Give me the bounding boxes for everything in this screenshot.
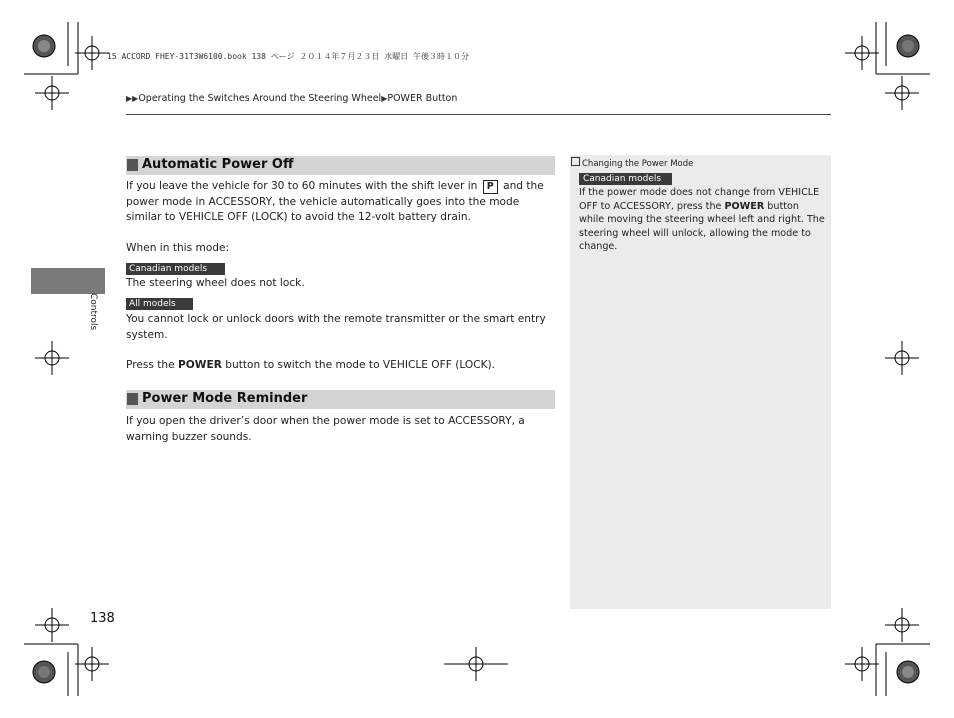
- park-position-key: P: [483, 180, 498, 194]
- side-note-text: [579, 186, 827, 254]
- power-mode-reminder-text: If you open the driver’s door when the power mode is set to ACCESSORY, a warning buzzer sounds.: [126, 415, 525, 443]
- reference-box-icon: [571, 157, 580, 166]
- side-note-canadian-tag: Canadian models: [579, 173, 672, 185]
- breadcrumb: [126, 93, 457, 104]
- canadian-models-text: The steering wheel does not lock.: [126, 277, 305, 289]
- page-number: 138: [90, 611, 115, 626]
- paragraph-text: Press the: [126, 359, 175, 371]
- chapter-label: Controls: [88, 293, 98, 331]
- section-title: Power Mode Reminder: [142, 391, 308, 406]
- side-note-text-part: If the power mode does not change from VEHICLE OFF to ACCESSORY, press the: [579, 187, 820, 212]
- book-file-header: 15 ACCORD FHEY-31T3W6100.book 138 ページ ２０１４年７月２３日 水曜日 午後３時１０分: [107, 52, 470, 61]
- paragraph-text: button to switch the mode to VEHICLE OFF (LOCK).: [225, 359, 496, 371]
- double-arrow-icon: ▶▶: [126, 94, 139, 103]
- side-note-title: [571, 157, 693, 169]
- press-power-text: [126, 358, 556, 374]
- section-heading-power-mode-reminder: [126, 390, 555, 409]
- chapter-tab: [31, 268, 105, 294]
- paragraph-text: If you leave the vehicle for 30 to 60 minutes with the shift lever in: [126, 180, 478, 192]
- canadian-models-tag: Canadian models: [126, 263, 225, 275]
- section-heading-automatic-power-off: [126, 156, 555, 175]
- paragraph-text: and the power mode in ACCESSORY, the vehicle automatically goes into the mode similar to VEHICLE OFF (LOCK) to avoid the 12-volt battery drain.: [126, 180, 544, 223]
- power-keyword: POWER: [724, 200, 765, 212]
- arrow-icon: ▶: [381, 94, 388, 103]
- side-note-text-part: button while moving the steering wheel left and right. The steering wheel will unlock, allowing the mode to change.: [579, 200, 825, 252]
- section-title: Automatic Power Off: [142, 157, 294, 172]
- breadcrumb-parent: Operating the Switches Around the Steering Wheel: [138, 93, 382, 104]
- when-in-mode-text: When in this mode:: [126, 242, 230, 254]
- all-models-tag: All models: [126, 298, 193, 310]
- header-rule: [126, 114, 831, 115]
- breadcrumb-current: POWER Button: [387, 93, 458, 104]
- square-bullet-icon: [127, 159, 138, 171]
- power-keyword: POWER: [178, 359, 222, 371]
- side-note-title-text: Changing the Power Mode: [582, 159, 694, 169]
- square-bullet-icon: [127, 393, 138, 405]
- paragraph-automatic-power-off: [126, 179, 556, 226]
- all-models-text: You cannot lock or unlock doors with the remote transmitter or the smart entry system.: [126, 313, 546, 341]
